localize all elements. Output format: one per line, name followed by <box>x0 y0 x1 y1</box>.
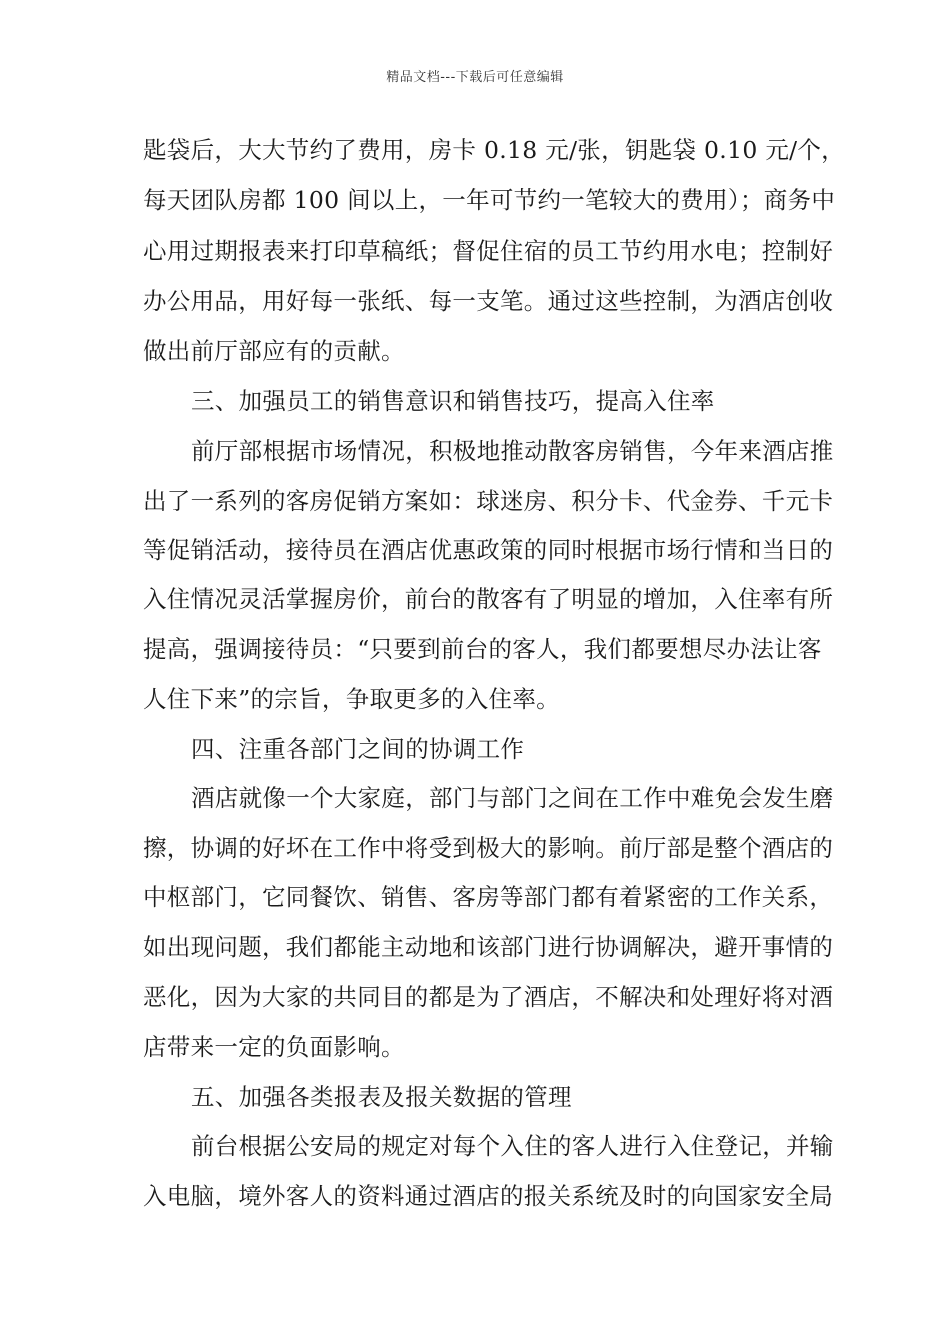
body-line: 每天团队房都 100 间以上，一年可节约一笔较大的费用）；商务中 <box>143 186 836 214</box>
section-heading: 四、注重各部门之间的协调工作 <box>191 735 525 763</box>
body-line: 如出现问题，我们都能主动地和该部门进行协调解决，避开事情的 <box>143 933 834 961</box>
body-line: 酒店就像一个大家庭，部门与部门之间在工作中难免会发生磨 <box>191 784 834 812</box>
body-line: 前厅部根据市场情况，积极地推动散客房销售，今年来酒店推 <box>191 437 834 465</box>
section-heading: 三、加强员工的销售意识和销售技巧，提高入住率 <box>191 387 715 415</box>
body-line: 心用过期报表来打印草稿纸；督促住宿的员工节约用水电；控制好 <box>143 237 834 265</box>
section-heading: 五、加强各类报表及报关数据的管理 <box>191 1083 572 1111</box>
body-line: 提高，强调接待员：“只要到前台的客人，我们都要想尽办法让客 <box>143 635 822 663</box>
body-line: 人住下来”的宗旨，争取更多的入住率。 <box>143 685 560 713</box>
body-line: 匙袋后，大大节约了费用，房卡 0.18 元/张，钥匙袋 0.10 元/个， <box>143 136 845 164</box>
page-header: 精品文档---下载后可任意编辑 <box>386 70 564 85</box>
body-line: 办公用品，用好每一张纸、每一支笔。通过这些控制，为酒店创收 <box>143 287 834 315</box>
body-line: 中枢部门，它同餐饮、销售、客房等部门都有着紧密的工作关系， <box>143 883 834 911</box>
body-line: 出了一系列的客房促销方案如：球迷房、积分卡、代金券、千元卡 <box>143 487 834 515</box>
body-line: 擦，协调的好坏在工作中将受到极大的影响。前厅部是整个酒店的 <box>143 834 834 862</box>
body-line: 入住情况灵活掌握房价，前台的散客有了明显的增加，入住率有所 <box>143 585 834 613</box>
body-line: 做出前厅部应有的贡献。 <box>143 337 405 365</box>
body-line: 恶化，因为大家的共同目的都是为了酒店，不解决和处理好将对酒 <box>143 983 834 1011</box>
body-line: 前台根据公安局的规定对每个入住的客人进行入住登记，并输 <box>191 1132 834 1160</box>
body-line: 等促销活动，接待员在酒店优惠政策的同时根据市场行情和当日的 <box>143 536 834 564</box>
body-line: 店带来一定的负面影响。 <box>143 1033 405 1061</box>
body-line: 入电脑，境外客人的资料通过酒店的报关系统及时的向国家安全局 <box>143 1182 834 1210</box>
